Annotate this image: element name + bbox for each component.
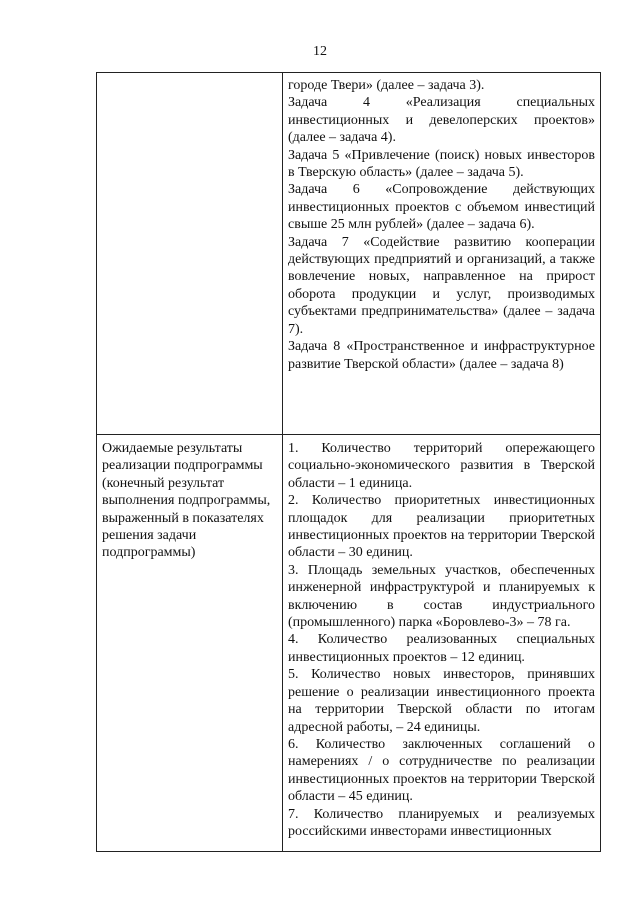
expected-results-label-cell <box>97 435 283 852</box>
result-2: 2. Количество приоритетных инвестиционных площадок для реализации приоритетных инвестиционных проектов на территории Тверской области – 30 единиц. <box>288 493 595 561</box>
task-3-continuation: городе Твери» (далее – задача 3). <box>288 78 485 93</box>
result-6: 6. Количество заключенных соглашений о намерениях / о сотрудничестве по реализации инвестиционных проектов на территории Тверской области – 45 единиц. <box>288 736 595 805</box>
empty-label-cell <box>97 73 283 435</box>
task-4: Задача 4 «Реализация специальных инвестиционных и девелоперских проектов» (далее – задача 4). <box>288 95 595 146</box>
result-5: 5. Количество новых инвесторов, принявших решение о реализации инвестиционного проекта на территории Тверской области по итогам адресной работы, – 24 единицы. <box>288 667 595 735</box>
result-4: 4. Количество реализованных специальных инвестиционных проектов – 12 единиц. <box>288 632 595 665</box>
expected-results-label: Ожидаемые результаты реализации подпрограммы (конечный результат выполнения подпрограммы, выраженный в показателях решения задачи подпрограммы) <box>102 441 271 561</box>
result-1: 1. Количество территорий опережающего социально-экономического развития в Тверской области – 1 единица. <box>288 441 595 491</box>
task-5: Задача 5 «Привлечение (поиск) новых инвесторов в Тверскую область» (далее – задача 5). <box>288 147 595 181</box>
tasks-cell <box>283 73 601 435</box>
task-6: Задача 6 «Сопровождение действующих инвестиционных проектов с объемом инвестиций свыше 25 млн рублей» (далее – задача 6). <box>288 182 595 233</box>
task-8: Задача 8 «Пространственное и инфраструктурное развитие Тверской области» (далее – задача 8) <box>288 339 595 372</box>
expected-results-cell <box>283 435 601 852</box>
task-7: Задача 7 «Содействие развитию кооперации действующих предприятий и организаций, а также вовлечение новых, направленное на прирост оборота продукции и услуг, производимых субъектами предпринимательства» (далее – задача 7). <box>288 234 595 337</box>
result-3: 3. Площадь земельных участков, обеспеченных инженерной инфраструктурой и планируемых к включению в состав индустриального (промышленного) парка «Боровлево-3» – 78 га. <box>288 562 595 631</box>
result-7: 7. Количество планируемых и реализуемых российскими инвесторами инвестиционных <box>288 806 595 839</box>
table-row <box>97 73 601 435</box>
subprogram-passport-table <box>96 72 601 852</box>
page-number: 12 <box>313 44 327 59</box>
table-row <box>97 435 601 852</box>
